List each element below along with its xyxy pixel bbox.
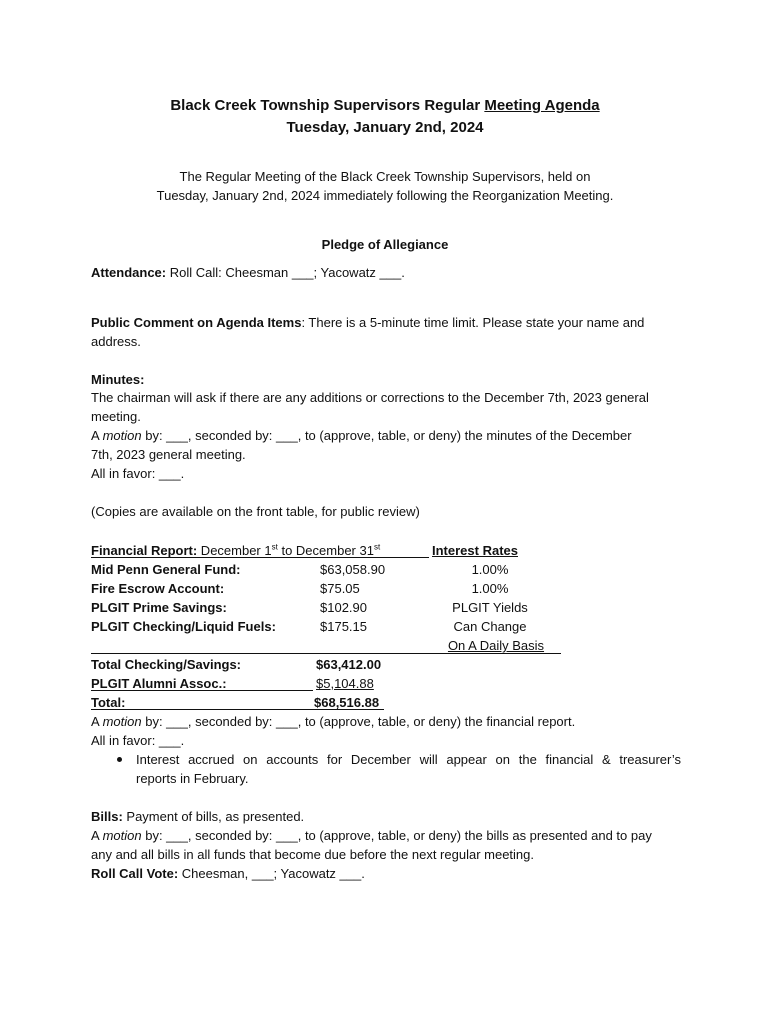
- page-title: [0, 95, 770, 116]
- bills-label: Bills:: [91, 809, 123, 824]
- minutes-motion-line-1: [91, 426, 632, 445]
- bills-motion-line-1: [91, 826, 652, 845]
- minutes-heading: Minutes:: [91, 372, 145, 387]
- motion-rest: by: ___, seconded by: ___, to (approve, table, or deny) the financial report.: [141, 714, 576, 729]
- alumni-label: PLGIT Alumni Assoc.:: [91, 676, 227, 691]
- bullet-line-1: Interest accrued on accounts for December will appear on the financial & treasurer’s: [136, 752, 681, 767]
- account-name: PLGIT Prime Savings:: [91, 600, 227, 615]
- motion-prefix: A: [91, 828, 103, 843]
- bullet-line-2: reports in February.: [136, 771, 249, 786]
- roll-call-text: Cheesman, ___; Yacowatz ___.: [178, 866, 365, 881]
- minutes-line-1: The chairman will ask if there are any additions or corrections to the December 7th, 2023 general: [91, 390, 649, 405]
- total-checking-value: $63,412.00: [316, 657, 382, 672]
- public-comment-label: Public Comment on Agenda Items: [91, 315, 302, 330]
- minutes-line-2: meeting.: [91, 409, 141, 424]
- financial-motion-line: [91, 712, 575, 731]
- motion-rest: by: ___, seconded by: ___, to (approve, table, or deny) the bills as presented and to pay: [141, 828, 652, 843]
- grand-total-underline: [91, 709, 384, 710]
- rate-note: On A Daily Basis: [447, 638, 545, 653]
- account-rate: 1.00%: [471, 581, 509, 596]
- grand-total-value: $68,516.88: [314, 695, 380, 710]
- account-amount: $175.15: [320, 619, 367, 634]
- attendance-label: Attendance:: [91, 265, 167, 280]
- roll-call-label: Roll Call Vote:: [91, 866, 179, 881]
- account-name: PLGIT Checking/Liquid Fuels:: [91, 619, 276, 634]
- account-name: Fire Escrow Account:: [91, 581, 225, 596]
- motion-prefix: A: [91, 714, 103, 729]
- financial-label: Financial Report:: [91, 543, 198, 558]
- meeting-date: Tuesday, January 2nd, 2024: [286, 119, 484, 136]
- account-amount: $102.90: [320, 600, 367, 615]
- intro-line-1: The Regular Meeting of the Black Creek Township Supervisors, held on: [179, 169, 591, 184]
- motion-word: motion: [102, 828, 142, 843]
- financial-favor: All in favor: ___.: [91, 733, 185, 748]
- intro-line-2: Tuesday, January 2nd, 2024 immediately following the Reorganization Meeting.: [156, 188, 614, 203]
- alumni-value: $5,104.88: [316, 676, 374, 691]
- motion-word: motion: [102, 428, 142, 443]
- interest-rates-heading: Interest Rates: [432, 543, 518, 558]
- financial-table-divider: [91, 653, 561, 654]
- account-rate: 1.00%: [471, 562, 509, 577]
- motion-rest: by: ___, seconded by: ___, to (approve, table, or deny) the minutes of the December: [141, 428, 632, 443]
- total-checking-label: Total Checking/Savings:: [91, 657, 242, 672]
- bullet-dot-icon: [117, 757, 122, 762]
- attendance-text: Roll Call: Cheesman ___; Yacowatz ___.: [166, 265, 405, 280]
- minutes-favor: All in favor: ___.: [91, 466, 185, 481]
- pledge-heading: Pledge of Allegiance: [321, 237, 449, 252]
- grand-total-label: Total:: [91, 695, 126, 710]
- account-rate: PLGIT Yields: [452, 600, 528, 615]
- roll-call-vote-line: [91, 864, 365, 883]
- minutes-copies-note: (Copies are available on the front table, for public review): [91, 504, 420, 519]
- public-comment-line-2: address.: [91, 334, 141, 349]
- account-amount: $75.05: [320, 581, 360, 596]
- motion-word: motion: [102, 714, 142, 729]
- account-rate: Can Change: [453, 619, 527, 634]
- bills-line: [91, 807, 304, 826]
- bills-text: Payment of bills, as presented.: [122, 809, 305, 824]
- account-name: Mid Penn General Fund:: [91, 562, 241, 577]
- title-underlined-text: Meeting Agenda: [484, 97, 600, 114]
- title-text: Black Creek Township Supervisors Regular: [170, 97, 485, 114]
- financial-period-start: December 1: [197, 543, 272, 558]
- public-comment-line-1: [91, 313, 644, 332]
- ordinal-suffix: st: [271, 542, 278, 552]
- financial-header-underline: [91, 557, 429, 558]
- minutes-motion-line-2: 7th, 2023 general meeting.: [91, 447, 246, 462]
- bills-motion-line-2: any and all bills in all funds that become due before the next regular meeting.: [91, 847, 534, 862]
- public-comment-text: : There is a 5-minute time limit. Please state your name and: [301, 315, 645, 330]
- alumni-label-underline: [91, 690, 313, 691]
- ordinal-suffix: st: [373, 542, 381, 552]
- financial-period-end: to December 31: [277, 543, 374, 558]
- account-amount: $63,058.90: [320, 562, 386, 577]
- motion-prefix: A: [91, 428, 103, 443]
- attendance-line: [91, 263, 405, 282]
